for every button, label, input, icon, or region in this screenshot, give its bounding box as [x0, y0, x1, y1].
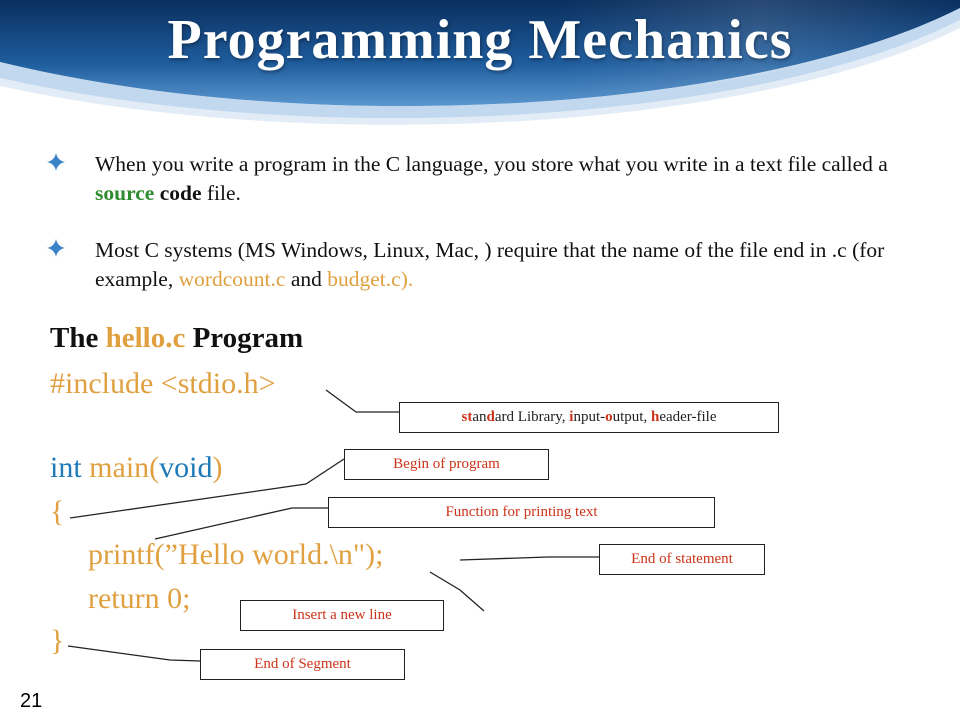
callout-standard-library: standard Library, input-output, header-file	[399, 402, 779, 433]
program-heading: The hello.c Program	[50, 322, 304, 354]
callout-end-statement: End of statement	[599, 544, 765, 575]
code-main-line: int main(void)	[50, 451, 223, 484]
callout-end-segment: End of Segment	[200, 649, 405, 680]
callout-printing-function: Function for printing text	[328, 497, 715, 528]
code-open-brace: {	[50, 495, 65, 528]
bullet-text: Most C systems (MS Windows, Linux, Mac, ) require that the name of the file end in .c (for example, wordcount.c and budget.c).	[95, 238, 885, 291]
bullet-text: When you write a program in the C language, you store what you write in a text file called a source code file.	[95, 152, 888, 205]
callout-new-line: Insert a new line	[240, 600, 444, 631]
code-include-line: #include <stdio.h>	[50, 367, 276, 400]
code-close-brace: }	[50, 624, 65, 657]
page-number: 21	[20, 690, 43, 712]
code-return-line: return 0;	[88, 582, 191, 615]
callout-begin-program: Begin of program	[344, 449, 549, 480]
code-printf-line: printf(”Hello world.\n");	[88, 538, 384, 571]
slide-title: Programming Mechanics	[167, 9, 793, 71]
